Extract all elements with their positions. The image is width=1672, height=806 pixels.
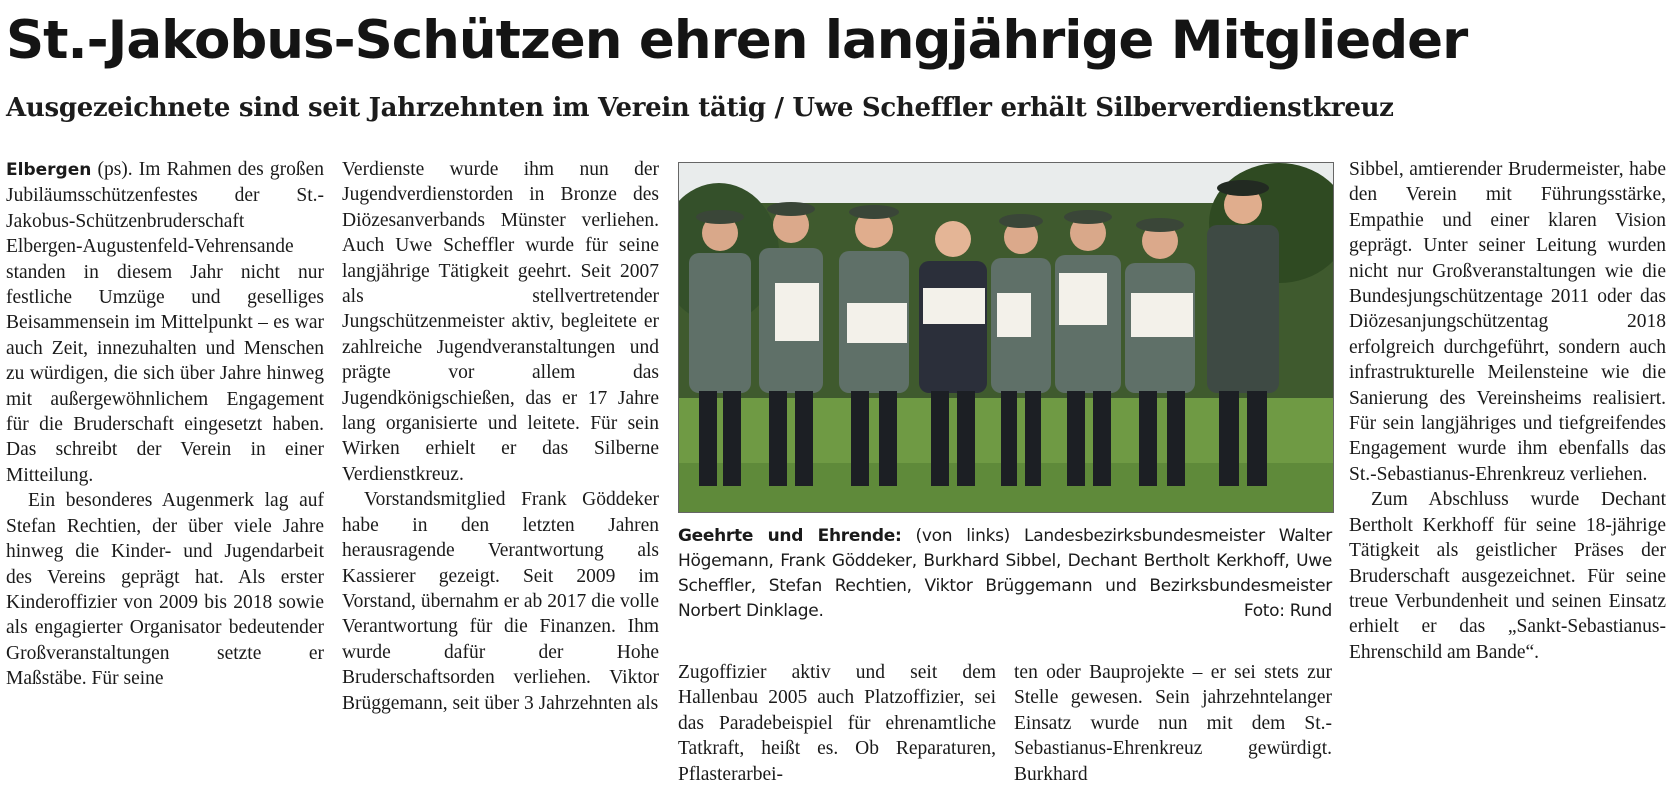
group-photo: [678, 162, 1334, 513]
text-column-2: [342, 157, 659, 716]
caption-text: (von links) Landesbezirksbundesmeister Walter Högemann, Frank Göddeker, Burkhard Sibbel, Dechant Bertholt Kerkhoff, Uwe Scheffler, Stefan Rechtien, Viktor Brüggemann und Bezirksbundesmeister Norbert Dinklage.: [678, 526, 1332, 621]
paragraph: ten oder Bauprojekte – er sei stets zur Stelle gewesen. Sein jahrzehntelanger Einsatz wurde nun mit dem St.-Sebastianus-Ehrenkreuz gewürdigt. Burkhard: [1014, 662, 1332, 785]
headline: St.-Jakobus-Schützen ehren langjährige Mitglieder: [6, 10, 1468, 71]
paragraph: Zum Abschluss wurde Dechant Bertholt Kerkhoff für seine 18-jährige Tätigkeit als geistlicher Präses der Bruderschaft ausgezeichnet. Für seine treue Verbundenheit und seinen Einsatz erhielt er das „Sankt-Sebastianus-Ehrenschild am Bande“.: [1349, 489, 1666, 663]
paragraph: Verdienste wurde ihm nun der Jugendverdienstorden in Bronze des Diözesanverbands Münster verliehen. Auch Uwe Scheffler wurde für seine langjährige Tätigkeit geehrt. Seit 2007 als stellvertretender Jungschützenmeister aktiv, begleitete er zahlreiche Jugendveranstaltungen und prägte vor allem das Jugendkönigschießen, das er 17 Jahre lang organisierte und leitete. Für sein Wirken erhielt er das Silberne Verdienstkreuz.: [342, 159, 659, 485]
paragraph-text: (ps). Im Rahmen des großen Jubiläumsschützenfestes der St.-Jakobus-Schützenbruderschaft Elbergen-Augustenfeld-Vehrensande standen in diesem Jahr nicht nur festliche Umzüge und geselliges Beisammensein im Mittelpunkt – es war auch Zeit, innezuhalten und Menschen zu würdigen, die sich über Jahre hinweg mit außergewöhnlichem Engagement für die Bruderschaft eingesetzt haben. Das schreibt der Verein in einer Mitteilung.: [6, 159, 324, 486]
paragraph: Zugoffizier aktiv und seit dem Hallenbau 2005 auch Platzoffizier, sei das Paradebeispiel für ehrenamtliche Tatkraft, heißt es. Ob Reparaturen, Pflasterarbei-: [678, 662, 996, 785]
paragraph: Ein besonderes Augenmerk lag auf Stefan Rechtien, der über viele Jahre hinweg die Kinder- und Jugendarbeit des Vereins geprägt hat. Als erster Kinderoffizier von 2009 bis 2018 sowie als engagierter Organisator bedeutender Großveranstaltungen setzte er Maßstäbe. Für seine: [6, 490, 324, 690]
paragraph: Vorstandsmitglied Frank Göddeker habe in den letzten Jahren herausragende Verantwortung als Kassierer gezeigt. Seit 2009 im Vorstand, übernahm er ab 2017 die volle Verantwortung für die Finanzen. Ihm wurde dafür der Hohe Bruderschaftsorden verliehen. Viktor Brüggemann, seit über 3 Jahrzehnten als: [342, 489, 659, 714]
text-column-1: [6, 157, 324, 692]
paragraph: Sibbel, amtierender Brudermeister, habe den Verein mit Führungsstärke, Empathie und einer klaren Vision geprägt. Unter seiner Leitung wurden nicht nur Großveranstaltungen wie die Bundesjungschützentage 2011 oder das Diözesanjungschützentag 2018 erfolgreich durchgeführt, sondern auch infrastrukturelle Meilensteine wie die Sanierung des Vereinsheims realisiert. Für sein langjähriges und tiefgreifendes Engagement wurde ihm ebenfalls das St.-Sebastianus-Ehrenkreuz verliehen.: [1349, 159, 1666, 485]
photo-credit: Foto: Rund: [1243, 601, 1332, 621]
dateline: Elbergen: [6, 160, 92, 180]
paragraph: [6, 157, 324, 488]
text-column-5: [1349, 157, 1666, 665]
subheadline: Ausgezeichnete sind seit Jahrzehnten im Verein tätig / Uwe Scheffler erhält Silberverdienstkreuz: [6, 93, 1394, 123]
caption-lead: Geehrte und Ehrende:: [678, 526, 902, 546]
photo-illustration: [679, 163, 1333, 512]
photo-caption: [678, 524, 1332, 624]
text-column-4: [1014, 660, 1332, 787]
text-column-3: [678, 660, 996, 787]
